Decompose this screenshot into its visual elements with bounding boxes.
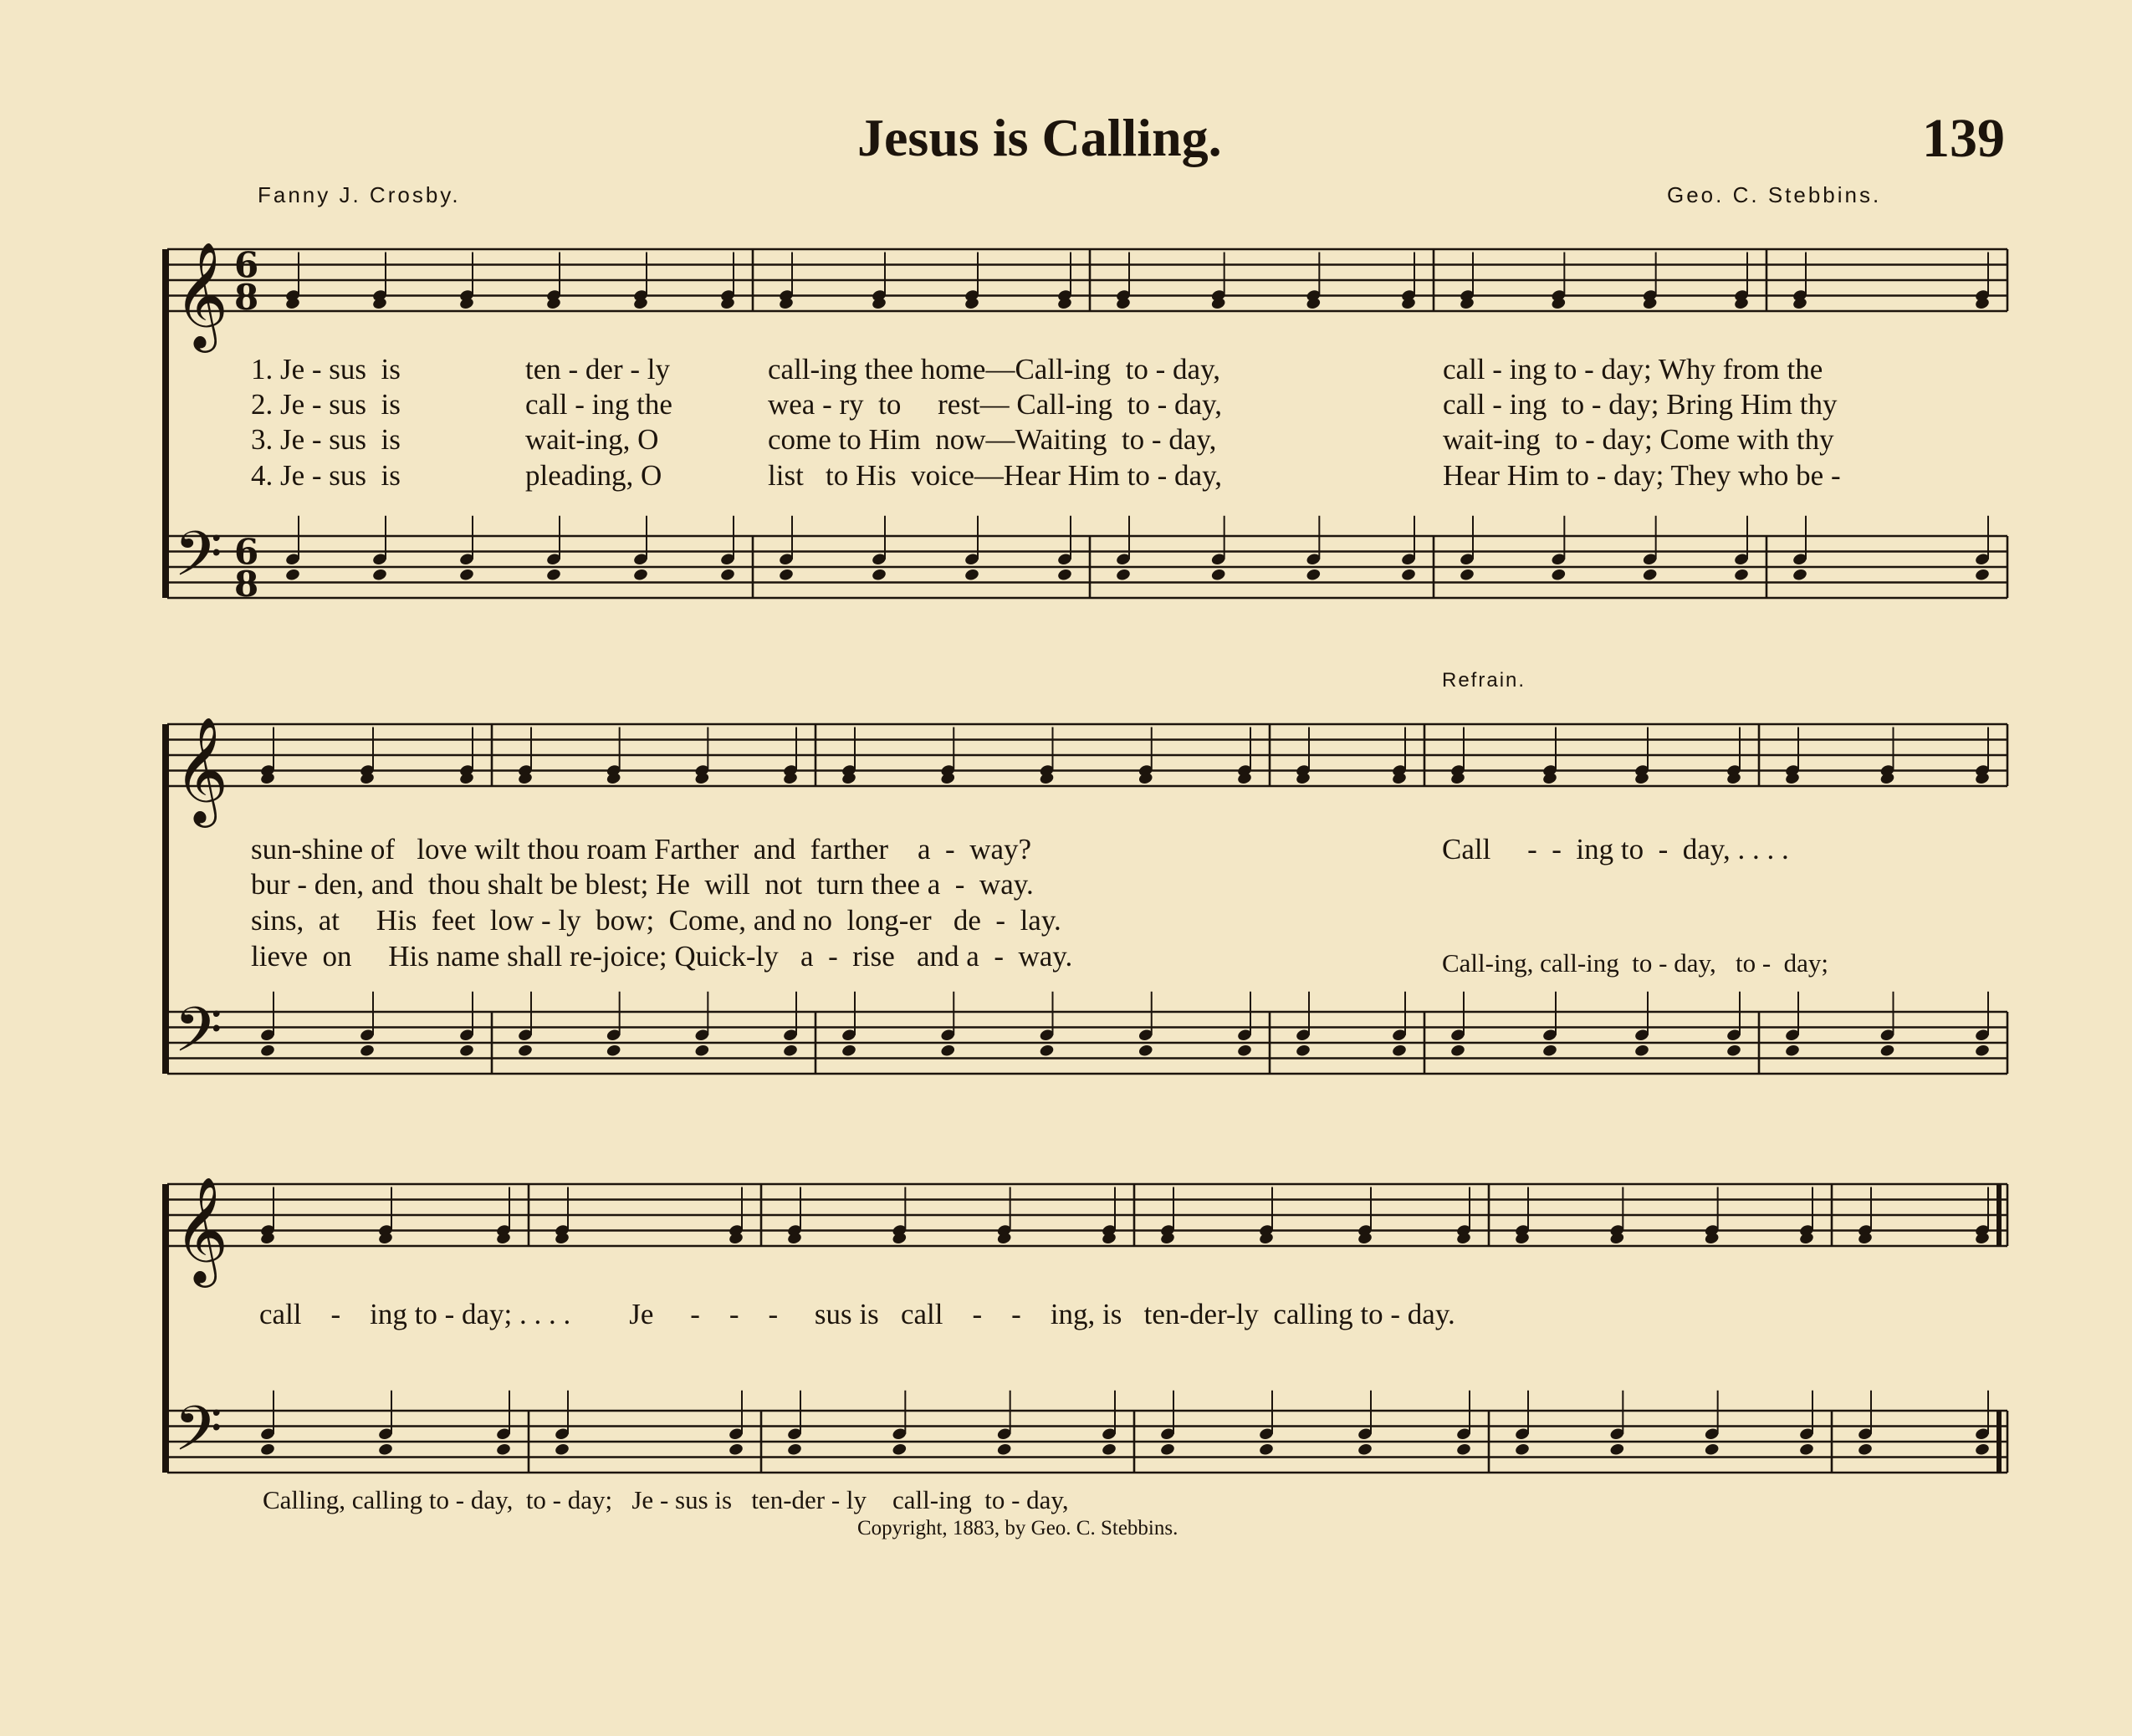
system2-bass-note [359,1044,375,1058]
s2-verse3-line: sins, at His feet low - ly bow; Come, and no long-er de - lay. [251,904,1061,937]
system2-bass-note [782,1044,798,1058]
system1-bass-note [778,568,794,582]
system3-treble-clef: 𝄞 [174,1176,229,1283]
system2-bass-note [1236,1044,1252,1058]
system1-bass-note [284,568,300,582]
system3-bass-note [1258,1442,1274,1457]
verse2-part1: 2. Je - sus is [251,388,401,421]
system3-bass-note [1455,1442,1471,1457]
system2-bass-clef: 𝄢 [174,993,222,1082]
system2-bass-note [1138,1044,1153,1058]
system1-bass-note [545,568,561,582]
system2-bass-note [841,1044,856,1058]
verse1-part2: ten - der - ly [525,353,670,385]
system3-system-brace [162,1184,169,1473]
system1-bass-note [1733,568,1749,582]
verse4-part4: Hear Him to - day; They who be - [1443,459,1841,492]
verse1-part4: call - ing to - day; Why from the [1443,353,1823,385]
system1-bass-note [1642,568,1658,582]
system3-bass-clef: 𝄢 [174,1392,222,1481]
system3-bass-note [892,1442,908,1457]
system3-bass-note [786,1442,802,1457]
system3-bass-note [554,1442,570,1457]
verse3-part2: wait-ing, O [525,423,659,456]
system3-bass-note [996,1442,1012,1457]
system2-bass-note [1449,1044,1465,1058]
system1-bass-note [1792,568,1807,582]
composer-credit: Geo. C. Stebbins. [1667,182,1882,207]
system1-bass-note [719,568,735,582]
system2-bass-note [1541,1044,1557,1058]
system1-treble-time-denominator: 8 [234,277,259,319]
s3-bass-lyric: Calling, calling to - day, to - day; Je - sus is ten-der - ly call-ing to - day, [263,1485,1069,1514]
system3-bass-note [495,1442,511,1457]
verse4-part3: list to His voice—Hear Him to - day, [768,459,1223,492]
system3-bass-note [1609,1442,1625,1457]
lyricist-credit: Fanny J. Crosby. [258,182,461,207]
system3-bass-note [1704,1442,1720,1457]
system1-bass-note [1306,568,1322,582]
s3-soprano-lyric: call - ing to - day; . . . . Je - - - sus is call - - ing, is ten-der-ly calling to - day. [259,1298,1455,1330]
verse1-part3: call-ing thee home—Call-ing to - day, [768,353,1221,385]
system2-bass-note [1039,1044,1055,1058]
verse2-part3: wea - ry to rest— Call-ing to - day, [768,388,1223,421]
system1-bass-note [1551,568,1567,582]
system1-bass-note [632,568,648,582]
system1-bass-note [964,568,979,582]
system1-bass-time-numerator: 6 [234,531,259,573]
verse2-part4: call - ing to - day; Bring Him thy [1443,388,1838,421]
system2-bass-note [1634,1044,1649,1058]
system3-bass-note [1857,1442,1873,1457]
system1-bass-note [1400,568,1416,582]
refrain-bass-lyric: Call-ing, call-ing to - day, to - day; [1442,948,1829,978]
system1-bass-time-denominator: 8 [234,564,259,605]
system3-bass-note [1101,1442,1117,1457]
system3-bass-note [377,1442,393,1457]
system1-bass-clef: 𝄢 [174,518,222,606]
verse3-part4: wait-ing to - day; Come with thy [1443,423,1834,456]
system2-bass-note [1295,1044,1311,1058]
system3-bass-note [728,1442,744,1457]
system2-bass-note [1784,1044,1800,1058]
page-number: 139 [1922,108,2005,169]
refrain-label: Refrain. [1442,669,1526,692]
s2-verse4-line: lieve on His name shall re-joice; Quick-ly a - rise and a - way. [251,940,1073,973]
system2-bass-note [259,1044,275,1058]
system3-bass-note [1798,1442,1814,1457]
verse4-part2: pleading, O [525,459,662,492]
verse4-part1: 4. Je - sus is [251,459,401,492]
system1-bass-note [1974,568,1990,582]
system1-bass-note [1210,568,1226,582]
system2-bass-note [458,1044,474,1058]
system1-treble-time-numerator: 6 [234,244,259,286]
verse2-part2: call - ing the [525,388,672,421]
system2-bass-note [1879,1044,1895,1058]
system2-system-brace [162,724,169,1074]
copyright-notice: Copyright, 1883, by Geo. C. Stebbins. [857,1517,1178,1539]
system2-bass-note [517,1044,533,1058]
system3-bass-note [1357,1442,1373,1457]
system1-treble-clef: 𝄞 [174,241,229,348]
system2-bass-note [694,1044,710,1058]
system1-bass-note [1459,568,1475,582]
system1-bass-note [1056,568,1072,582]
verse3-part3: come to Him now—Waiting to - day, [768,423,1217,456]
s2-verse2-line: bur - den, and thou shalt be blest; He will not turn thee a - way. [251,868,1034,901]
system3-bass-note [259,1442,275,1457]
system3-bass-note [1159,1442,1175,1457]
system2-bass-note [1974,1044,1990,1058]
system3-bass-note [1514,1442,1530,1457]
system1-bass-note [871,568,887,582]
system2-bass-note [1726,1044,1741,1058]
verse3-part1: 3. Je - sus is [251,423,401,456]
system1-bass-note [458,568,474,582]
system1-bass-note [371,568,387,582]
system2-bass-note [1391,1044,1407,1058]
system2-treble-clef: 𝄞 [174,716,229,823]
system2-bass-note [606,1044,621,1058]
system2-bass-note [940,1044,956,1058]
s2-verse1-line: sun-shine of love wilt thou roam Farther and farther a - way? [251,833,1032,865]
hymn-title: Jesus is Calling. [857,108,1222,167]
system1-system-brace [162,249,169,598]
system1-bass-note [1115,568,1131,582]
refrain-soprano-lyric: Call - - ing to - day, . . . . [1442,833,1789,865]
system3-bass-note [1974,1442,1990,1457]
verse1-part1: 1. Je - sus is [251,353,401,385]
